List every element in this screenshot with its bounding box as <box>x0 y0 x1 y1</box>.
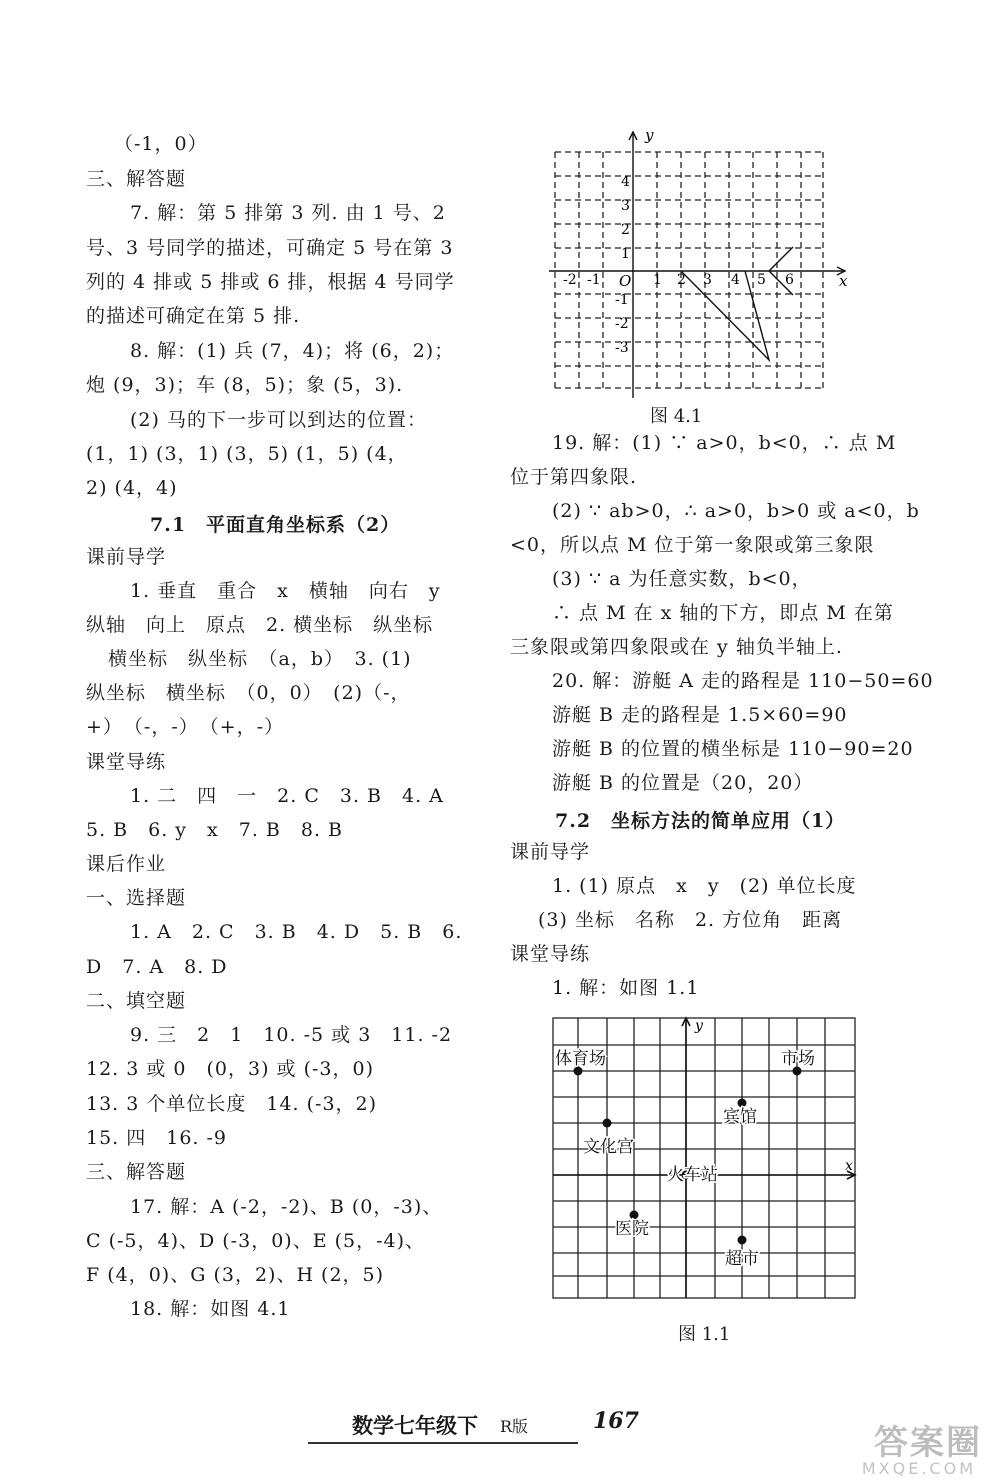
text-line: 8. 解：(1) 兵 (7，4)；将 (6，2)； <box>130 340 455 362</box>
text-line: F (4，0)、G (3，2)、H (2，5) <box>86 1264 385 1286</box>
text-line: (2) 马的下一步可以到达的位置： <box>130 409 427 431</box>
y-tick: 3 <box>621 198 630 214</box>
y-tick: 4 <box>621 174 630 190</box>
x-tick: -2 <box>563 272 577 288</box>
text-line: 20. 解：游艇 A 走的路程是 110−50=60 <box>552 670 934 692</box>
text-line: 1. 垂直 重合 x 横轴 向右 y <box>130 580 441 602</box>
text-line: ∴ 点 M 在 x 轴的下方，即点 M 在第 <box>552 602 894 624</box>
text-line: (3) ∵ a 为任意实数，b<0， <box>552 568 812 590</box>
text-line: 1. (1) 原点 x y (2) 单位长度 <box>552 875 857 897</box>
watermark-url: MXQE.COM <box>861 1459 976 1478</box>
y-tick: -3 <box>615 340 629 356</box>
x-axis-label: x <box>839 272 848 290</box>
heading-tkt: 二、填空题 <box>86 990 187 1012</box>
figure-caption: 图 4.1 <box>650 406 703 427</box>
text-line: 横坐标 纵坐标 （a，b） 3. (1) <box>108 648 412 670</box>
text-line: C (-5，4)、D (-3，0)、E (5，-4)、 <box>86 1230 426 1252</box>
page-footer <box>300 1408 650 1440</box>
text-line: 1. 二 四 一 2. C 3. B 4. A <box>130 785 444 807</box>
text-line: 13. 3 个单位长度 14. (-3，2) <box>86 1093 378 1115</box>
x-tick: 4 <box>731 272 740 288</box>
y-axis-label: y <box>645 128 654 144</box>
label-binguan: 宾馆 <box>723 1107 757 1127</box>
label-shichang: 市场 <box>781 1049 815 1069</box>
label-chaoshi: 超市 <box>725 1249 759 1269</box>
text-line: 的描述可确定在第 5 排. <box>86 305 301 327</box>
x-tick: 2 <box>677 272 686 288</box>
watermark-logo: 答案圈 <box>874 1423 982 1463</box>
text-line: 位于第四象限. <box>510 466 638 488</box>
origin-label: O <box>619 272 632 290</box>
x-tick: -1 <box>587 272 601 288</box>
x-tick: 1 <box>653 272 662 288</box>
text-line: 列的 4 排或 5 排或 6 排，根据 4 号同学 <box>86 271 455 293</box>
point-wenhuagong <box>603 1119 612 1128</box>
text-line: 纵坐标 横坐标 （0，0） (2)（-， <box>86 682 411 704</box>
heading-ktdl: 课堂导练 <box>510 943 591 965</box>
text-line: +） （-，-） （+，-） <box>86 716 285 738</box>
label-huochezhan: 火车站 <box>667 1165 718 1185</box>
heading-kqdx: 课前导学 <box>86 546 167 568</box>
text-line: 9. 三 2 1 10. -5 或 3 11. -2 <box>130 1024 453 1046</box>
x-tick: 6 <box>785 272 794 288</box>
figure-4-1 <box>545 128 855 398</box>
text-line: 游艇 B 走的路程是 1.5×60=90 <box>552 704 848 726</box>
label-yiyuan: 医院 <box>615 1219 649 1239</box>
text-line: 号、3 号同学的描述，可确定 5 号在第 3 <box>86 237 454 259</box>
heading-khzy: 课后作业 <box>86 853 167 875</box>
text-line: 三象限或第四象限或在 y 轴负半轴上. <box>510 636 843 658</box>
y-axis-label: y <box>695 1018 703 1034</box>
x-tick: 3 <box>703 272 712 288</box>
text-line: <0，所以点 M 位于第一象限或第三象限 <box>510 534 875 556</box>
heading-ktdl: 课堂导练 <box>86 751 167 773</box>
section-title-7-2: 7.2 坐标方法的简单应用（1） <box>555 810 846 832</box>
edition-label: R版 <box>500 1417 529 1436</box>
book-title: 数学七年级下 <box>352 1414 478 1438</box>
text-line: 1. 解：如图 1.1 <box>552 977 700 999</box>
text-line: D 7. A 8. D <box>86 956 228 978</box>
x-axis-label: x <box>845 1158 853 1174</box>
heading-kqdx: 课前导学 <box>510 841 591 863</box>
text-line: 7. 解：第 5 排第 3 列. 由 1 号、2 <box>130 202 446 224</box>
text-line: (3) 坐标 名称 2. 方位角 距离 <box>538 909 843 931</box>
text-line: 18. 解：如图 4.1 <box>130 1298 291 1320</box>
section-title-7-1: 7.1 平面直角坐标系（2） <box>150 514 401 536</box>
footer-rule <box>308 1442 578 1444</box>
text-line: 17. 解：A (-2，-2)、B (0，-3)、 <box>130 1196 443 1218</box>
x-tick: 5 <box>757 272 766 288</box>
label-tiyuchang: 体育场 <box>555 1049 606 1069</box>
heading-xzt: 一、选择题 <box>86 887 187 909</box>
text-line: 19. 解：(1) ∵ a>0，b<0，∴ 点 M <box>552 432 897 454</box>
text-line: 12. 3 或 0 (0，3) 或 (-3，0) <box>86 1058 375 1080</box>
text-line: （-1，0） <box>114 133 208 155</box>
text-line: (1，1) (3，1) (3，5) (1，5) (4， <box>86 443 408 465</box>
figure-caption: 图 1.1 <box>678 1324 731 1345</box>
text-line: 炮 (9，3)；车 (8，5)；象 (5，3). <box>86 374 404 396</box>
heading-jdt: 三、解答题 <box>86 1161 187 1183</box>
text-line: 15. 四 16. -9 <box>86 1127 228 1149</box>
text-line: 游艇 B 的位置是（20，20） <box>552 772 814 794</box>
text-line: 5. B 6. y x 7. B 8. B <box>86 819 344 841</box>
text-line: 2) (4，4) <box>86 477 178 499</box>
text-line: 1. A 2. C 3. B 4. D 5. B 6. <box>130 921 463 943</box>
text-line: (2) ∵ ab>0，∴ a>0，b>0 或 a<0，b <box>552 500 920 522</box>
y-tick: 2 <box>621 222 630 238</box>
text-line: 游艇 B 的位置的横坐标是 110−90=20 <box>552 738 914 760</box>
page-number: 167 <box>593 1408 639 1434</box>
text-line: 纵轴 向上 原点 2. 横坐标 纵坐标 <box>86 614 434 636</box>
point-chaoshi <box>738 1236 747 1245</box>
heading-jiedati: 三、解答题 <box>86 168 187 190</box>
y-tick: 1 <box>621 246 630 262</box>
figure-1-1 <box>545 1012 865 1304</box>
label-wenhuagong: 文化宫 <box>583 1137 634 1157</box>
y-tick: -1 <box>615 292 629 308</box>
y-tick: -2 <box>615 316 629 332</box>
